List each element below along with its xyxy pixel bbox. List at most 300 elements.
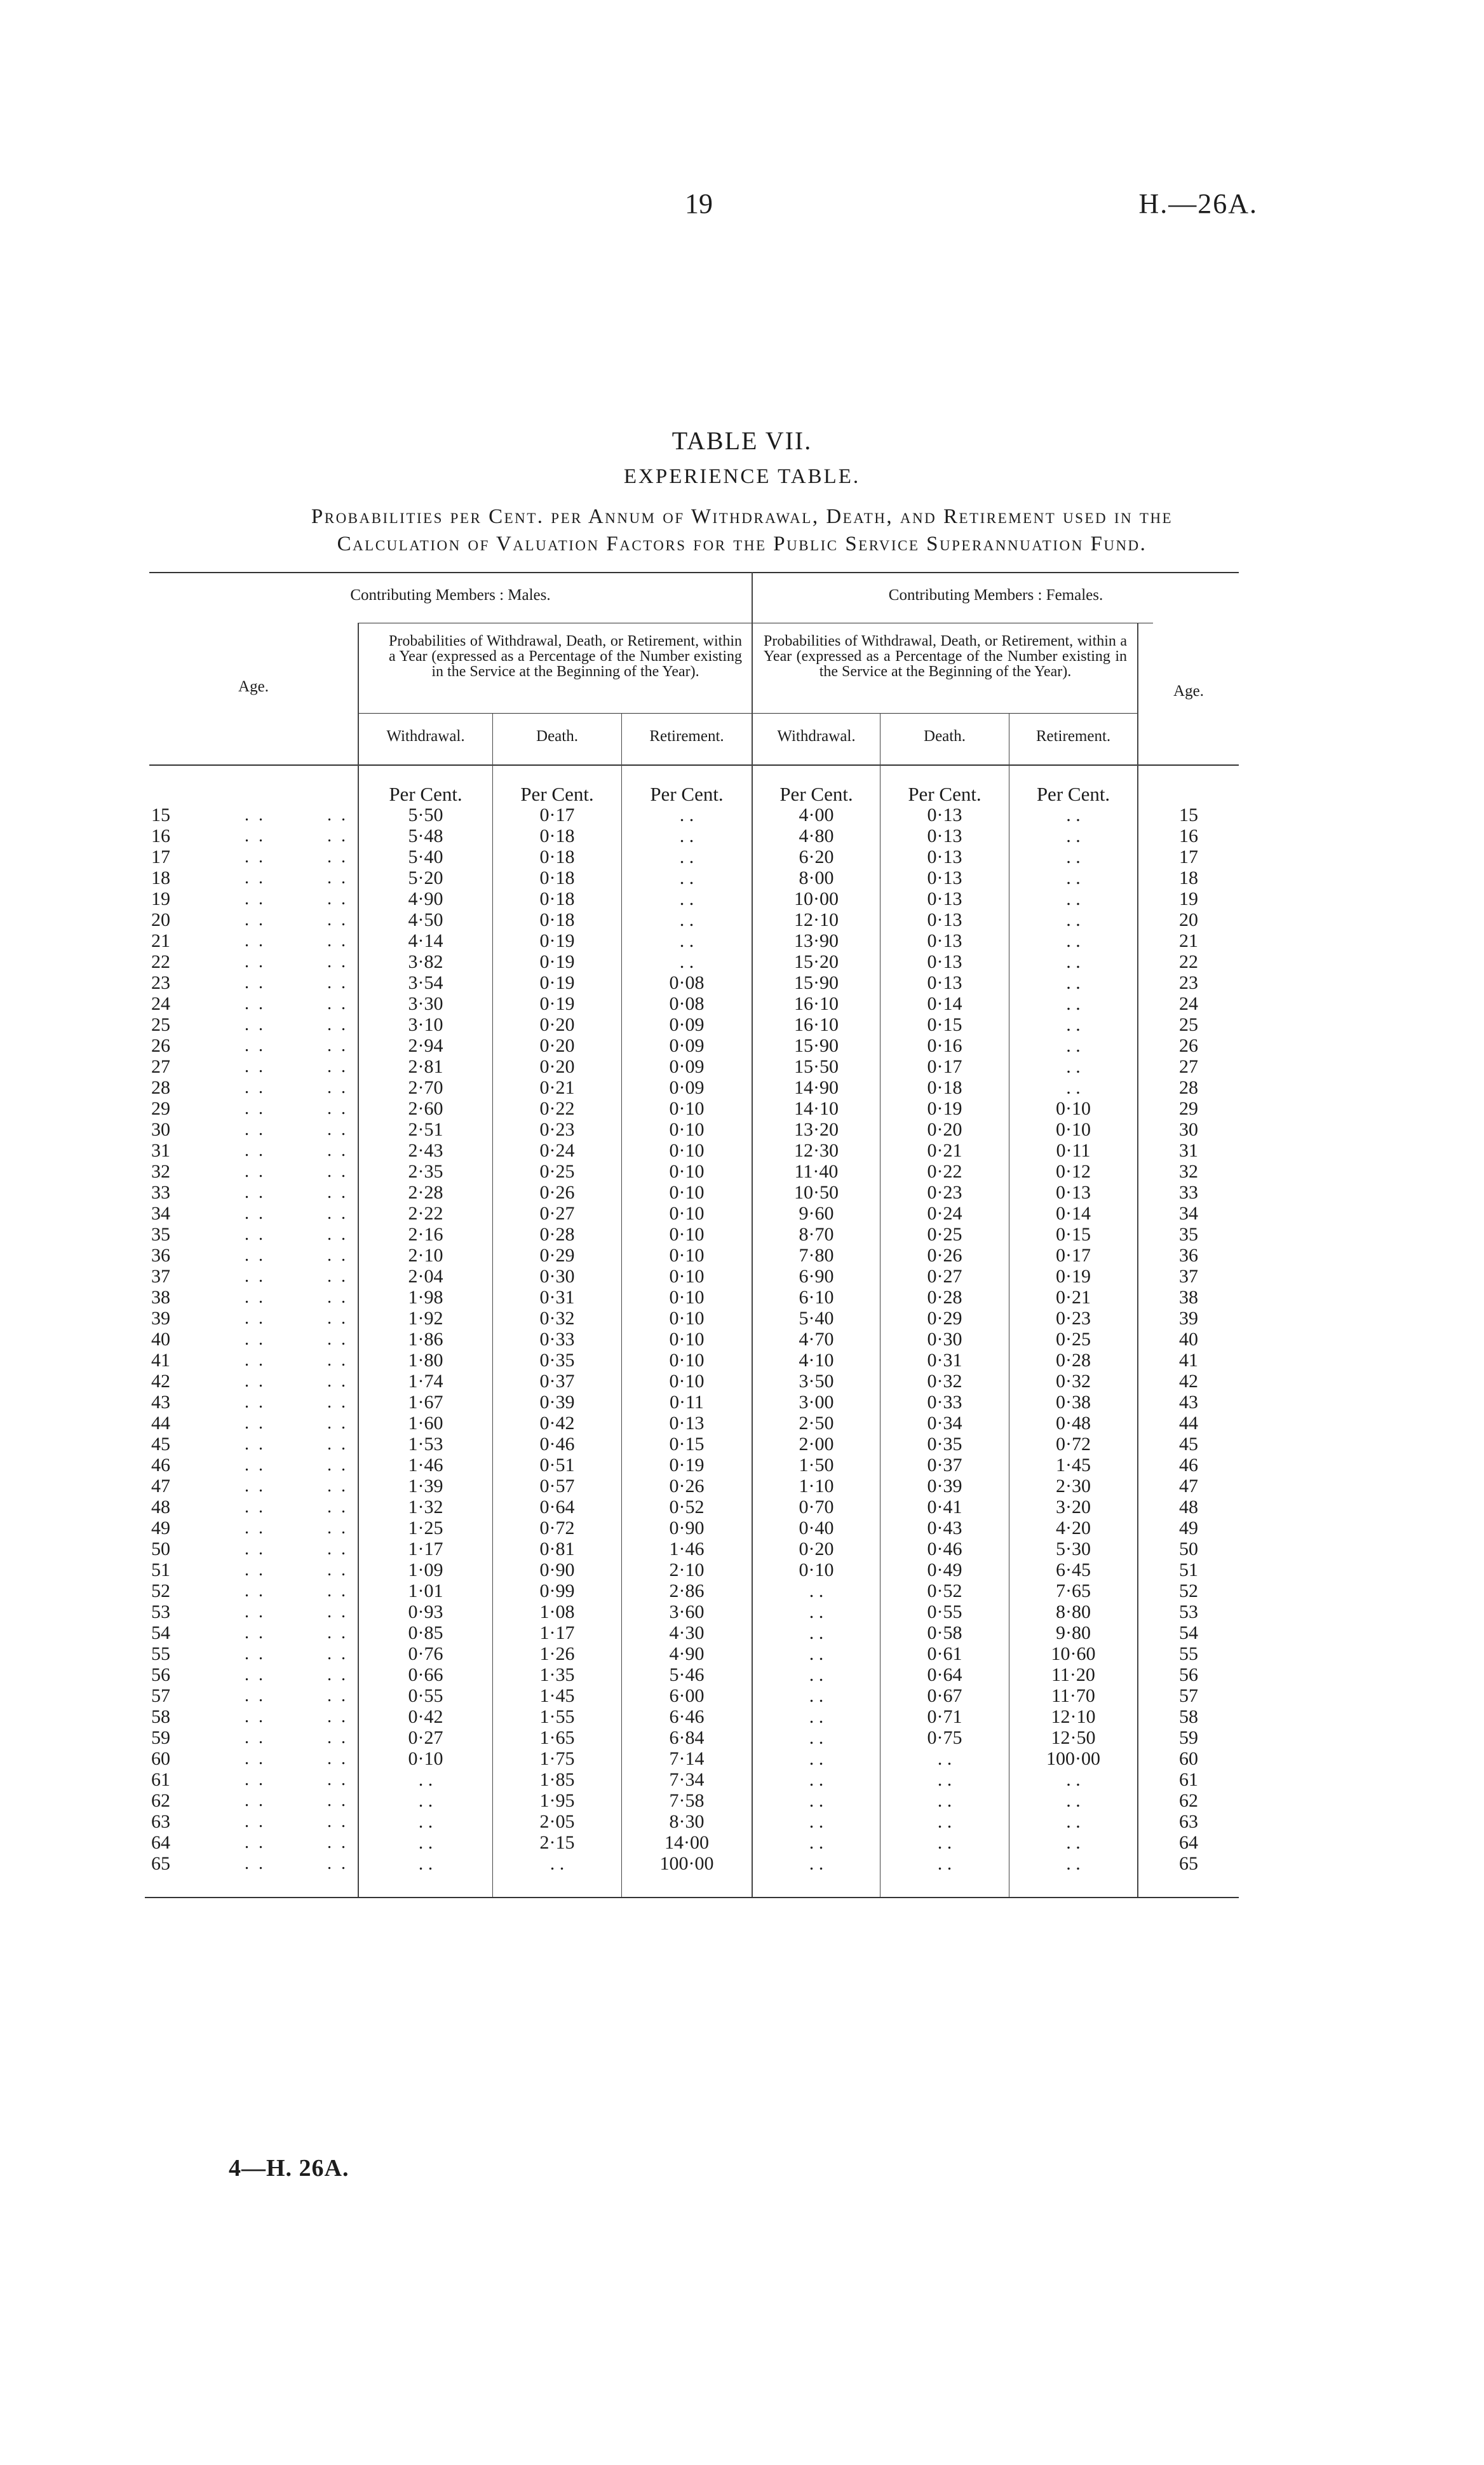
male-retirement-cell: 14·00 [664,1832,709,1853]
age-cell-right: 55 [1179,1643,1198,1664]
female-withdrawal-cell: 8·70 [799,1224,834,1245]
male-withdrawal-cell: 2·35 [408,1161,443,1182]
unit-label: Per Cent. [650,783,724,805]
age-cell-right: 49 [1179,1518,1198,1538]
age-cell: 60 [151,1748,170,1769]
dot-leader: . . [327,1266,348,1286]
dot-leader: . . [327,931,348,951]
unit-label: Per Cent. [520,783,594,805]
female-death-cell: 0·35 [927,1434,962,1455]
male-death-cell: 0·35 [539,1350,575,1371]
male-withdrawal-cell: 1·25 [408,1518,443,1538]
male-retirement-cell: 0·52 [669,1497,705,1518]
dot-leader: . . [245,1015,266,1035]
dot-leader: . . [245,1560,266,1580]
male-retirement-cell: 4·90 [669,1643,705,1664]
age-cell-right: 59 [1179,1727,1198,1748]
female-death-cell: . . [937,1811,952,1832]
male-retirement-cell: 0·09 [669,1056,705,1077]
age-cell-right: 35 [1179,1224,1198,1245]
female-death-cell: 0·52 [927,1580,962,1601]
age-cell: 39 [151,1308,170,1329]
male-death-cell: 1·17 [539,1622,575,1643]
male-withdrawal-cell: 2·04 [408,1266,443,1287]
female-death-cell: . . [937,1832,952,1853]
female-death-cell: 0·26 [927,1245,962,1266]
female-withdrawal-cell: 0·10 [799,1559,834,1580]
female-retirement-cell: . . [1066,1014,1081,1035]
age-cell-right: 51 [1179,1559,1198,1580]
male-withdrawal-cell: 2·51 [408,1119,443,1140]
female-retirement-cell: 0·12 [1056,1161,1091,1182]
dot-leader: . . [245,1036,266,1056]
age-cell: 44 [151,1413,170,1434]
male-withdrawal-cell: 1·53 [408,1434,443,1455]
male-death-cell: 0·33 [539,1329,575,1350]
age-cell-right: 63 [1179,1811,1198,1832]
dot-leader: . . [327,1308,348,1328]
female-death-cell: 0·13 [927,951,962,972]
male-death-cell: 0·27 [539,1203,575,1224]
female-withdrawal-cell: 10·50 [794,1182,839,1203]
dot-leader: . . [327,1539,348,1559]
male-retirement-cell: . . [679,888,694,909]
age-cell: 46 [151,1455,170,1476]
dot-leader: . . [327,1225,348,1244]
female-retirement-cell: 6·45 [1056,1559,1091,1580]
male-death-cell: 0·18 [539,867,575,888]
female-withdrawal-cell: 0·20 [799,1538,834,1559]
male-death-cell: 1·65 [539,1727,575,1748]
male-retirement-cell: . . [679,951,694,972]
dot-leader: . . [245,889,266,909]
male-withdrawal-cell: . . [418,1853,433,1874]
male-withdrawal-cell: . . [418,1769,433,1790]
male-withdrawal-cell: 2·60 [408,1098,443,1119]
dot-leader: . . [245,1057,266,1076]
dot-leader: . . [327,1015,348,1035]
dot-leader: . . [245,910,266,930]
male-retirement-cell: 2·86 [669,1580,705,1601]
age-cell-right: 54 [1179,1622,1198,1643]
dot-leader: . . [327,1518,348,1538]
age-cell: 54 [151,1622,170,1643]
female-withdrawal-header: Withdrawal. [777,728,856,745]
female-retirement-cell: 3·20 [1056,1497,1091,1518]
male-withdrawal-cell: 1·86 [408,1329,443,1350]
age-cell: 63 [151,1811,170,1832]
female-retirement-cell: . . [1066,1035,1081,1056]
female-death-cell: 0·61 [927,1643,962,1664]
age-cell-right: 57 [1179,1685,1198,1706]
age-cell: 57 [151,1685,170,1706]
female-withdrawal-cell: 14·10 [794,1098,839,1119]
table-title: TABLE VII. [671,426,813,455]
dot-leader: . . [245,1602,266,1622]
female-retirement-header: Retirement. [1035,728,1111,745]
male-withdrawal-cell: 5·50 [408,805,443,825]
female-death-cell: 0·16 [927,1035,962,1056]
table-subtitle: EXPERIENCE TABLE. [623,465,861,488]
male-death-cell: 0·64 [539,1497,575,1518]
male-retirement-cell: 5·46 [669,1664,705,1685]
age-cell: 38 [151,1287,170,1308]
age-cell: 37 [151,1266,170,1287]
age-cell-right: 47 [1179,1476,1198,1497]
female-retirement-cell: . . [1066,1811,1081,1832]
male-death-cell: 0·19 [539,951,575,972]
female-retirement-cell: 11·20 [1051,1664,1095,1685]
dot-leader: . . [245,1078,266,1097]
dot-leader: . . [245,1204,266,1223]
female-retirement-cell: 0·25 [1056,1329,1091,1350]
male-retirement-cell: 1·46 [669,1538,705,1559]
age-cell-right: 43 [1179,1392,1198,1413]
female-retirement-cell: 12·10 [1051,1706,1096,1727]
female-retirement-cell: . . [1066,930,1081,951]
male-death-cell: 0·21 [539,1077,575,1098]
female-retirement-cell: 0·19 [1056,1266,1091,1287]
male-death-cell: 0·18 [539,888,575,909]
female-retirement-cell: . . [1066,972,1081,993]
male-withdrawal-cell: 2·43 [408,1140,443,1161]
unit-label: Per Cent. [1036,783,1110,805]
male-withdrawal-cell: 4·90 [408,888,443,909]
age-cell: 22 [151,951,170,972]
age-cell: 61 [151,1769,170,1790]
male-retirement-cell: 0·09 [669,1035,705,1056]
female-withdrawal-cell: . . [809,1832,824,1853]
age-cell-right: 45 [1179,1434,1198,1455]
male-retirement-cell: 6·00 [669,1685,705,1706]
age-cell: 55 [151,1643,170,1664]
female-death-cell: 0·13 [927,805,962,825]
age-cell-right: 39 [1179,1308,1198,1329]
female-retirement-cell: . . [1066,1077,1081,1098]
female-withdrawal-cell: 16·10 [794,1014,839,1035]
dot-leader: . . [245,1246,266,1265]
male-death-cell: 0·18 [539,909,575,930]
female-retirement-cell: 10·60 [1051,1643,1096,1664]
dot-leader: . . [245,1665,266,1685]
female-withdrawal-cell: 15·20 [794,951,839,972]
male-withdrawal-cell: . . [418,1811,433,1832]
age-cell-right: 26 [1179,1035,1198,1056]
dot-leader: . . [245,1728,266,1748]
males-subheader-rule [359,713,753,714]
male-withdrawal-cell: 0·55 [408,1685,443,1706]
age-cell-right: 28 [1179,1077,1198,1098]
dot-leader: . . [327,1854,348,1873]
females-description: Probabilities of Withdrawal, Death, or Retirement, within a Year (expressed as a Percentage of the Number existing in the Service at the Beginning of the Year). [764,633,1127,680]
dot-leader: . . [245,1120,266,1139]
male-death-cell: 1·75 [539,1748,575,1769]
dot-leader: . . [245,1141,266,1160]
male-death-cell: 0·29 [539,1245,575,1266]
female-withdrawal-cell: 6·90 [799,1266,834,1287]
male-death-cell: 1·85 [539,1769,575,1790]
age-cell-right: 18 [1179,867,1198,888]
male-death-cell: 1·55 [539,1706,575,1727]
male-retirement-cell: 0·26 [669,1476,705,1497]
unit-label: Per Cent. [908,783,981,805]
age-cell: 33 [151,1182,170,1203]
dot-leader: . . [245,1225,266,1244]
female-withdrawal-cell: 1·10 [799,1476,834,1497]
male-retirement-cell: 8·30 [669,1811,705,1832]
dot-leader: . . [245,931,266,951]
female-retirement-cell: 5·30 [1056,1538,1091,1559]
dot-leader: . . [245,994,266,1014]
female-death-cell: 0·13 [927,972,962,993]
age-cell-right: 48 [1179,1497,1198,1518]
female-death-cell: 0·41 [927,1497,962,1518]
age-cell: 51 [151,1559,170,1580]
male-retirement-cell: 0·90 [669,1518,705,1538]
females-subheader-rule [753,713,1137,714]
male-retirement-cell: . . [679,867,694,888]
female-withdrawal-cell: 3·50 [799,1371,834,1392]
age-cell: 65 [151,1853,170,1874]
male-retirement-cell: 0·09 [669,1014,705,1035]
male-death-cell: 0·22 [539,1098,575,1119]
female-withdrawal-cell: 16·10 [794,993,839,1014]
male-death-cell: 0·19 [539,972,575,993]
female-withdrawal-cell: 9·60 [799,1203,834,1224]
female-retirement-cell: . . [1066,888,1081,909]
males-description: Probabilities of Withdrawal, Death, or Retirement, within a Year (expressed as a Percentage of the Number existing in the Service at the Beginning of the Year). [389,633,742,680]
dot-leader: . . [327,1665,348,1685]
male-death-cell: 0·72 [539,1518,575,1538]
age-cell-right: 29 [1179,1098,1198,1119]
dot-leader: . . [245,1371,266,1391]
dot-leader: . . [327,994,348,1014]
age-cell: 30 [151,1119,170,1140]
male-retirement-cell: 3·60 [669,1601,705,1622]
female-death-cell: 0·33 [927,1392,962,1413]
male-withdrawal-cell: 2·16 [408,1224,443,1245]
age-cell: 41 [151,1350,170,1371]
female-withdrawal-cell: 7·80 [799,1245,834,1266]
male-retirement-cell: 0·11 [670,1392,704,1413]
dot-leader: . . [245,1791,266,1810]
male-withdrawal-header: Withdrawal. [386,728,465,745]
female-death-cell: 0·34 [927,1413,962,1434]
dot-leader: . . [245,1707,266,1727]
age-cell: 43 [151,1392,170,1413]
male-retirement-cell: 0·10 [669,1140,705,1161]
female-retirement-cell: 0·13 [1056,1182,1091,1203]
age-cell: 19 [151,888,170,909]
male-death-cell: 0·99 [539,1580,575,1601]
dot-leader: . . [327,1581,348,1601]
female-withdrawal-cell: . . [809,1601,824,1622]
age-cell-right: 15 [1179,805,1198,825]
table-caption-line-2: Calculation of Valuation Factors for the Public Service Superannuation Fund. [337,533,1147,555]
female-withdrawal-cell: 4·10 [799,1350,834,1371]
age-cell-right: 16 [1179,825,1198,846]
male-withdrawal-cell: 1·98 [408,1287,443,1308]
age-cell: 23 [151,972,170,993]
male-death-cell: 0·17 [539,805,575,825]
age-cell-right: 46 [1179,1455,1198,1476]
age-cell: 64 [151,1832,170,1853]
female-withdrawal-cell: 12·10 [794,909,839,930]
female-death-cell: . . [937,1790,952,1811]
male-retirement-cell: 0·10 [669,1287,705,1308]
female-retirement-cell: 0·15 [1056,1224,1091,1245]
female-withdrawal-cell: 8·00 [799,867,834,888]
female-retirement-cell: 7·65 [1056,1580,1091,1601]
female-retirement-cell: 0·28 [1056,1350,1091,1371]
female-death-cell: 0·71 [927,1706,962,1727]
male-death-cell: 1·08 [539,1601,575,1622]
dot-leader: . . [245,1581,266,1601]
dot-leader: . . [327,1036,348,1056]
female-retirement-cell: 0·48 [1056,1413,1091,1434]
male-withdrawal-cell: 3·82 [408,951,443,972]
male-withdrawal-cell: 5·20 [408,867,443,888]
age-cell: 24 [151,993,170,1014]
footer-reference: 4—H. 26A. [229,2155,349,2182]
dot-leader: . . [327,952,348,972]
female-retirement-cell: 0·21 [1056,1287,1091,1308]
female-death-cell: 0·13 [927,867,962,888]
female-death-cell: 0·23 [927,1182,962,1203]
female-death-cell: 0·19 [927,1098,962,1119]
dot-leader: . . [245,1350,266,1370]
male-death-cell: 0·42 [539,1413,575,1434]
age-header-right: Age. [1173,682,1204,700]
female-retirement-cell: 2·30 [1056,1476,1091,1497]
male-death-header: Death. [536,728,578,745]
female-death-cell: . . [937,1769,952,1790]
female-death-cell: 0·14 [927,993,962,1014]
male-withdrawal-cell: 1·09 [408,1559,443,1580]
male-retirement-cell: 0·08 [669,993,705,1014]
female-death-cell: 0·31 [927,1350,962,1371]
female-retirement-cell: . . [1066,846,1081,867]
dot-leader: . . [327,1623,348,1643]
dot-leader: . . [327,1455,348,1475]
dot-leader: . . [327,889,348,909]
female-death-cell: 0·13 [927,909,962,930]
male-retirement-cell: . . [679,909,694,930]
female-withdrawal-cell: 14·90 [794,1077,839,1098]
age-cell: 21 [151,930,170,951]
dot-leader: . . [245,1162,266,1181]
female-death-cell: 0·55 [927,1601,962,1622]
male-withdrawal-cell: 1·32 [408,1497,443,1518]
dot-leader: . . [245,805,266,825]
female-withdrawal-cell: 3·00 [799,1392,834,1413]
female-withdrawal-cell: . . [809,1622,824,1643]
age-cell-right: 33 [1179,1182,1198,1203]
dot-leader: . . [245,1434,266,1454]
male-retirement-cell: . . [679,825,694,846]
female-withdrawal-cell: . . [809,1706,824,1727]
male-death-cell: 1·45 [539,1685,575,1706]
female-death-cell: 0·13 [927,846,962,867]
age-cell-right: 44 [1179,1413,1198,1434]
female-withdrawal-cell: . . [809,1727,824,1748]
male-death-cell: 0·20 [539,1014,575,1035]
female-withdrawal-cell: 4·80 [799,825,834,846]
male-retirement-cell: 100·00 [659,1853,714,1874]
age-cell-right: 27 [1179,1056,1198,1077]
male-death-cell: 0·20 [539,1035,575,1056]
dot-leader: . . [327,1078,348,1097]
unit-label: Per Cent. [779,783,853,805]
female-retirement-cell: . . [1066,993,1081,1014]
page-number: 19 [685,188,713,219]
male-death-cell: 0·20 [539,1056,575,1077]
age-cell: 59 [151,1727,170,1748]
male-retirement-header: Retirement. [649,728,724,745]
female-death-cell: 0·18 [927,1077,962,1098]
female-death-cell: 0·39 [927,1476,962,1497]
male-retirement-cell: 0·10 [669,1161,705,1182]
age-cell-right: 36 [1179,1245,1198,1266]
male-death-cell: 2·05 [539,1811,575,1832]
male-retirement-cell: 0·13 [669,1413,705,1434]
male-withdrawal-cell: . . [418,1832,433,1853]
header-bottom-rule [149,764,1239,766]
dot-leader: . . [245,1287,266,1307]
male-retirement-cell: 0·09 [669,1077,705,1098]
male-death-cell: 0·24 [539,1140,575,1161]
female-retirement-cell: 0·17 [1056,1245,1091,1266]
dot-leader: . . [245,1770,266,1789]
age-cell-right: 21 [1179,930,1198,951]
age-header-left: Age. [238,678,269,695]
male-retirement-cell: 0·10 [669,1203,705,1224]
males-group-header: Contributing Members : Males. [350,587,551,604]
age-cell-right: 20 [1179,909,1198,930]
dot-leader: . . [327,847,348,867]
age-cell-right: 61 [1179,1769,1198,1790]
female-retirement-cell: 12·50 [1051,1727,1096,1748]
male-death-cell: 2·15 [539,1832,575,1853]
female-retirement-cell: . . [1066,867,1081,888]
male-retirement-cell: 0·15 [669,1434,705,1455]
female-withdrawal-cell: 4·00 [799,805,834,825]
male-death-cell: 0·30 [539,1266,575,1287]
male-death-cell: 0·37 [539,1371,575,1392]
age-cell-right: 32 [1179,1161,1198,1182]
male-retirement-cell: . . [679,930,694,951]
female-retirement-cell: 1·45 [1056,1455,1091,1476]
male-death-cell: 0·18 [539,825,575,846]
dot-leader: . . [245,1812,266,1831]
male-retirement-cell: . . [679,805,694,825]
female-withdrawal-cell: 0·70 [799,1497,834,1518]
dot-leader: . . [327,1204,348,1223]
age-cell: 49 [151,1518,170,1538]
female-death-cell: 0·64 [927,1664,962,1685]
male-withdrawal-cell: 1·60 [408,1413,443,1434]
dot-leader: . . [327,973,348,993]
female-withdrawal-cell: . . [809,1748,824,1769]
male-withdrawal-cell: . . [418,1790,433,1811]
age-cell-right: 50 [1179,1538,1198,1559]
age-cell: 32 [151,1161,170,1182]
male-retirement-cell: 0·10 [669,1119,705,1140]
table-bottom-rule [145,1897,1239,1898]
male-retirement-cell: 6·46 [669,1706,705,1727]
male-withdrawal-cell: 1·17 [408,1538,443,1559]
female-death-cell: 0·46 [927,1538,962,1559]
